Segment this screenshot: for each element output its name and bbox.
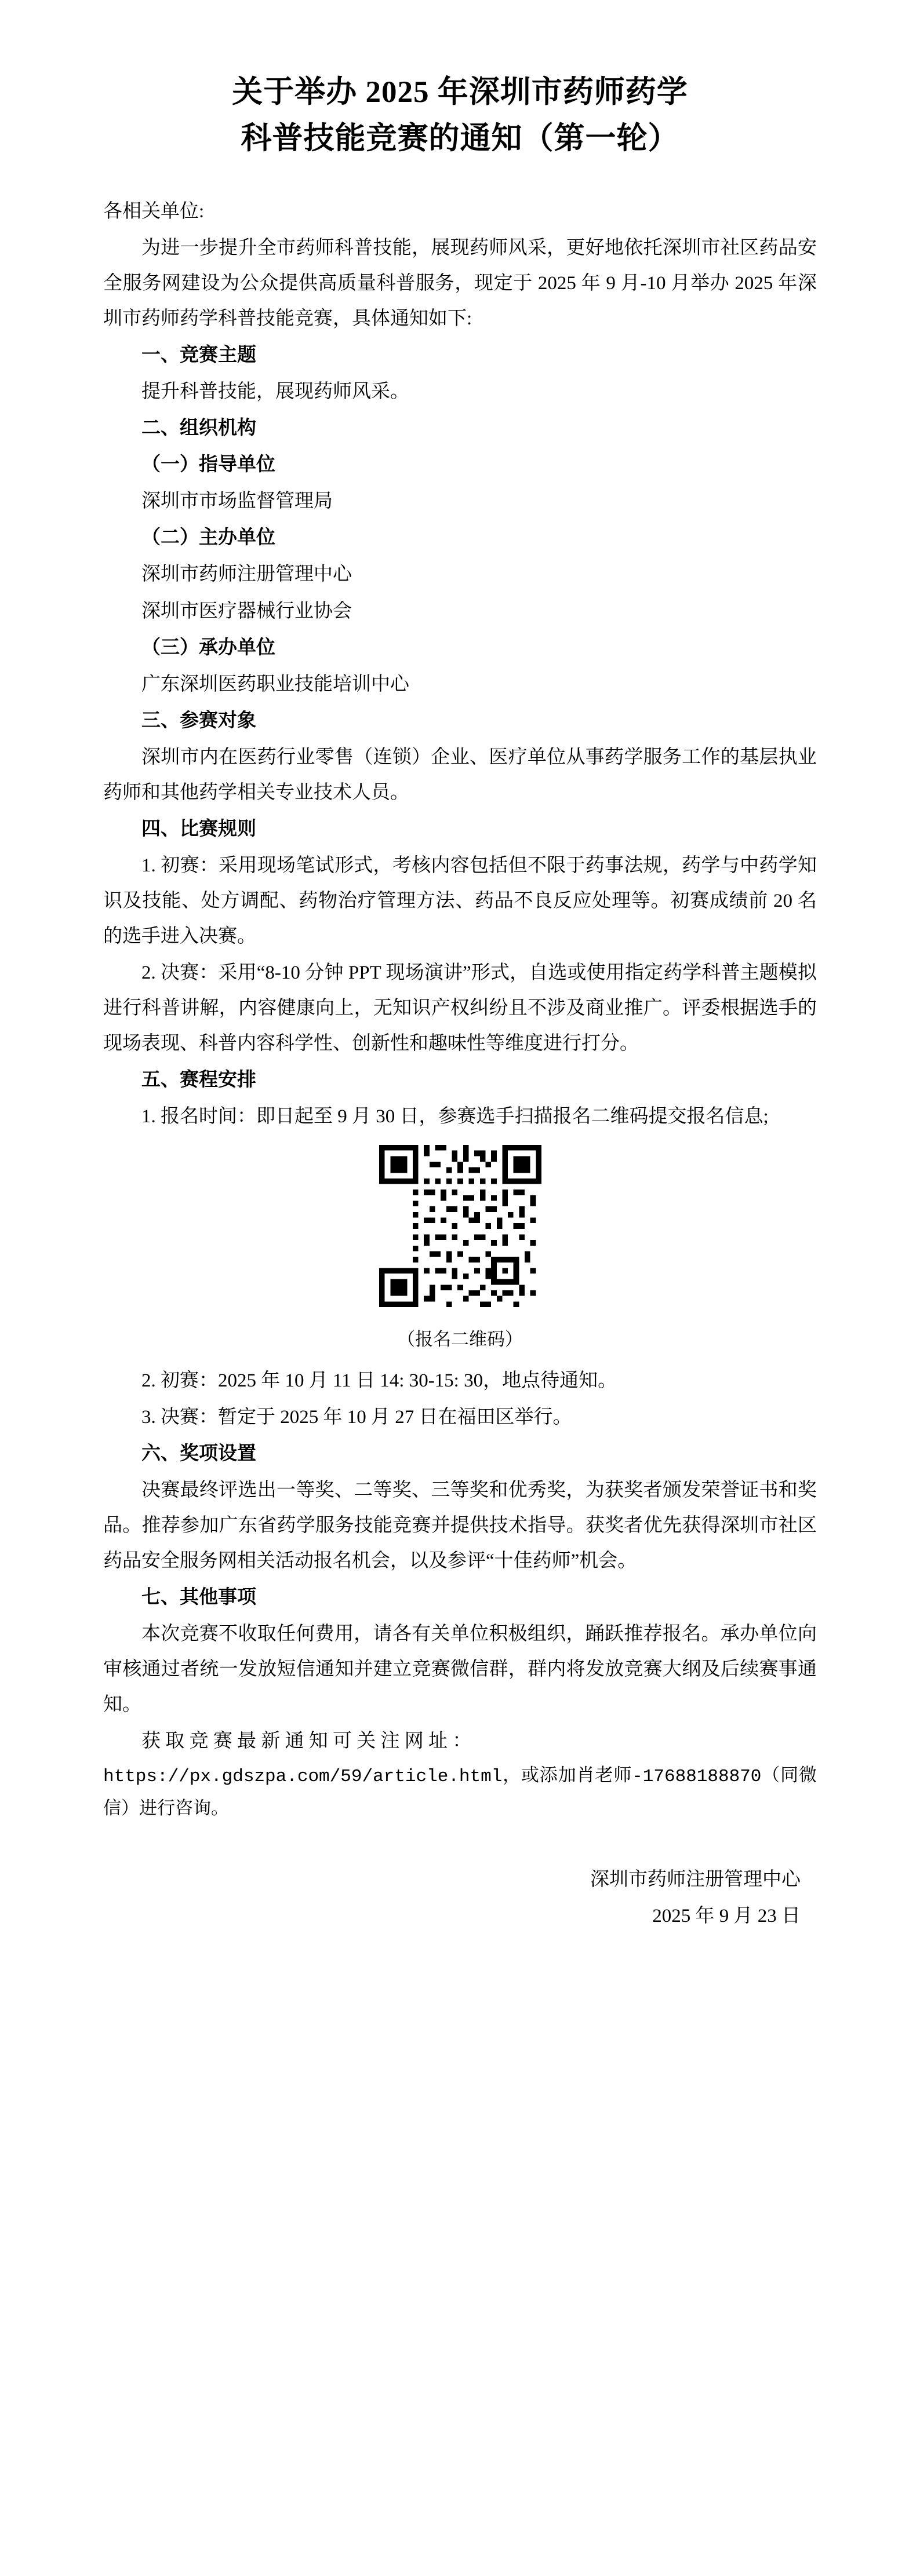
section-5-paragraph-1: 1. 报名时间：即日起至 9 月 30 日，参赛选手扫描报名二维码提交报名信息; [141, 1106, 769, 1128]
document-body [103, 194, 817, 1827]
section-6-text: 决赛最终评选出一等奖、二等奖、三等奖和优秀奖，为获奖者颁发荣誉证书和奖品。推荐参加广东省药学服务技能竞赛并提供技术指导。获奖者优先获得深圳市社区药品安全服务网相关活动报名机会，以及参评“十佳药师”机会。 [103, 1479, 817, 1571]
intro-paragraph: 为进一步提升全市药师科普技能，展现药师风采，更好地依托深圳市社区药品安全服务网建设为公众提供高质量科普服务，现定于 2025 年 9 月-10 月举办 2025 年深圳市药师药学科普技能竞赛，具体通知如下: [103, 238, 817, 330]
section-1-text: 提升科普技能，展现药师风采。 [141, 381, 409, 403]
org-host-unit-1: 深圳市药师注册管理中心 [141, 564, 352, 585]
qr-code-container [103, 1145, 817, 1319]
section-3-text: 深圳市内在医药行业零售（连锁）企业、医疗单位从事药学服务工作的基层执业药师和其他药学相关专业技术人员。 [103, 746, 817, 803]
qr-code-registration-icon [379, 1145, 541, 1307]
signature-date: 2025 年 9 月 23 日 [652, 1905, 801, 1926]
org-guidance-unit: 深圳市市场监督管理局 [141, 491, 333, 512]
section-heading-7: 七、其他事项 [141, 1586, 256, 1608]
section-heading-6: 六、奖项设置 [141, 1443, 256, 1464]
org-subheading-organizer: （三）承办单位 [141, 637, 275, 658]
title-line-1: 关于举办 2025 年深圳市药师药学 [232, 75, 688, 109]
section-5-paragraph-2: 2. 初赛：2025 年 10 月 11 日 14: 30-15: 30，地点待通知。 [141, 1370, 617, 1391]
section-4-paragraph-2: 2. 决赛：采用“8-10 分钟 PPT 现场演讲”形式，自选或使用指定药学科普主题模拟进行科普讲解，内容健康向上，无知识产权纠纷且不涉及商业推广。评委根据选手的现场表现、科普内容科学性、创新性和趣味性等维度进行打分。 [103, 962, 817, 1055]
org-subheading-guidance: （一）指导单位 [141, 454, 275, 476]
qr-code-caption: （报名二维码） [397, 1329, 523, 1350]
title-line-2: 科普技能竞赛的通知（第一轮） [241, 121, 679, 155]
section-heading-3: 三、参赛对象 [141, 710, 256, 731]
section-heading-2: 二、组织机构 [141, 418, 256, 439]
section-7-paragraph-1: 本次竞赛不收取任何费用，请各有关单位积极组织，踊跃推荐报名。承办单位向审核通过者统一发放短信通知并建立竞赛微信群，群内将发放竞赛大纲及后续赛事通知。 [103, 1623, 817, 1716]
section-heading-5: 五、赛程安排 [141, 1070, 256, 1091]
section-heading-1: 一、竞赛主题 [141, 345, 256, 366]
org-organizer-unit: 广东深圳医药职业技能培训中心 [141, 673, 409, 695]
section-7-website-url: https://px.gdszpa.com/59/article.html，或添加肖老师-17688188870（同微信）进行咨询。 [103, 1767, 817, 1820]
section-5-paragraph-3: 3. 决赛：暂定于 2025 年 10 月 27 日在福田区举行。 [141, 1406, 572, 1428]
page-title [103, 70, 817, 162]
signature-block [103, 1862, 817, 1934]
section-4-paragraph-1: 1. 初赛：采用现场笔试形式，考核内容包括但不限于药事法规，药学与中药学知识及技能、处方调配、药物治疗管理方法、药品不良反应处理等。初赛成绩前 20 名的选手进入决赛。 [103, 855, 817, 947]
org-subheading-host: （二）主办单位 [141, 527, 275, 549]
salutation: 各相关单位: [103, 201, 205, 222]
signature-organization: 深圳市药师注册管理中心 [590, 1869, 801, 1890]
section-heading-4: 四、比赛规则 [141, 818, 256, 840]
section-7-notice-label: 获 取 竞 赛 最 新 通 知 可 关 注 网 址 ： [141, 1731, 472, 1752]
org-host-unit-2: 深圳市医疗器械行业协会 [141, 600, 352, 622]
